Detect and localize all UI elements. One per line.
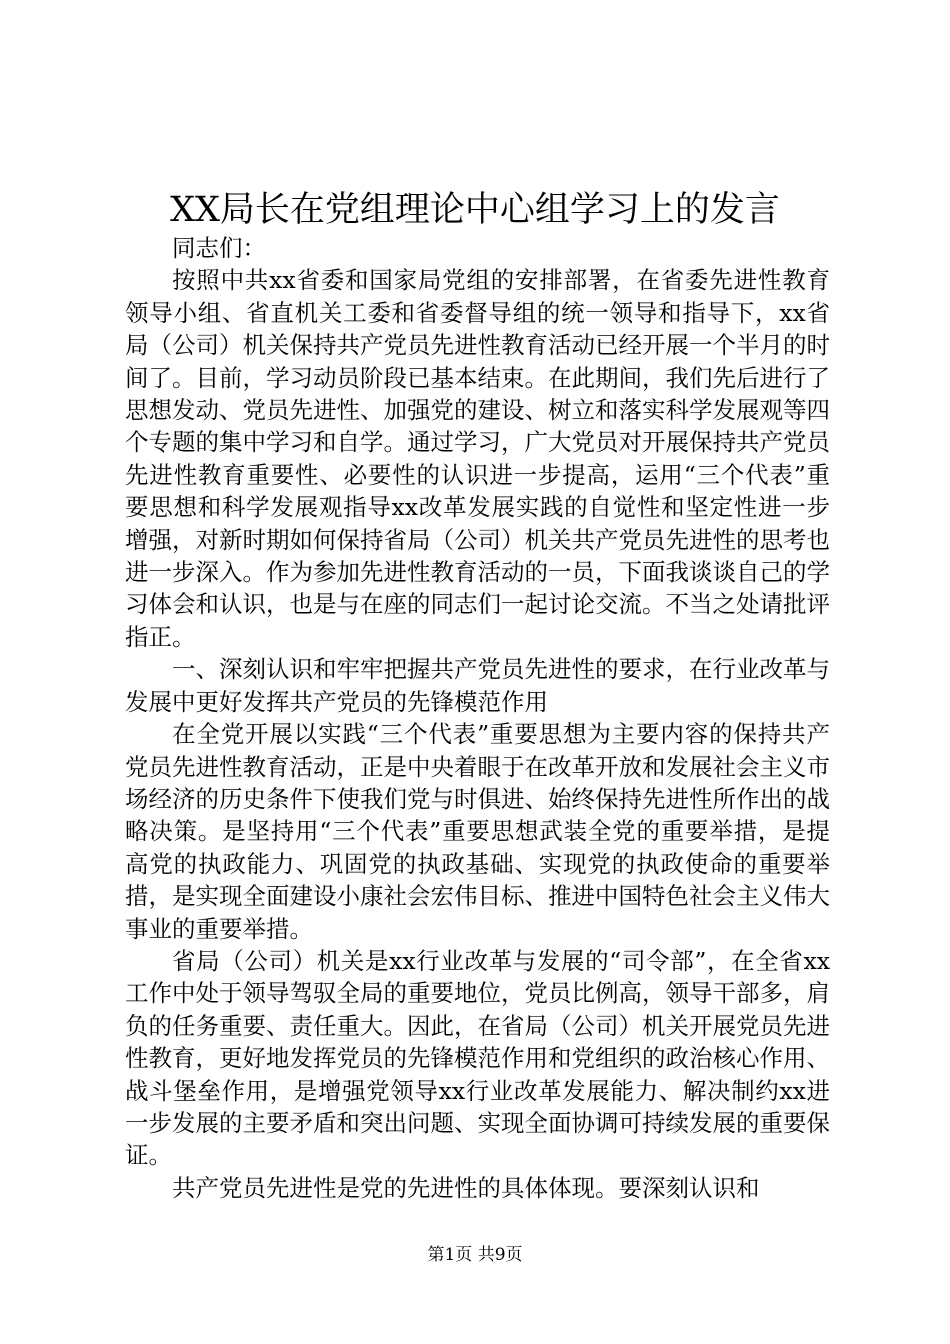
paragraph: 按照中共xx省委和国家局党组的安排部署，在省委先进性教育领导小组、省直机关工委和省委督导组的统一领导和指导下，xx省局（公司）机关保持共产党员先进性教育活动已经开展一个半月的时间了。目前，学习动员阶段已基本结束。在此期间，我们先后进行了思想发动、党员先进性、加强党的建设、树立和落实科学发展观等四个专题的集中学习和自学。通过学习，广大党员对开展保持共产党员先进性教育重要性、必要性的认识进一步提高，运用“三个代表”重要思想和科学发展观指导xx改革发展实践的自觉性和坚定性进一步增强，对新时期如何保持省局（公司）机关共产党员先进性的思考也进一步深入。作为参加先进性教育活动的一员，下面我谈谈自己的学习体会和认识，也是与在座的同志们一起讨论交流。不当之处请批评指正。 <box>125 266 830 651</box>
document-title: XX局长在党组理论中心组学习上的发言 <box>170 190 780 230</box>
paragraph: 共产党员先进性是党的先进性的具体体现。要深刻认识和 <box>172 1173 760 1202</box>
paragraph: 省局（公司）机关是xx行业改革与发展的“司令部”，在全省xx工作中处于领导驾驭全局的重要地位，党员比例高，领导干部多，肩负的任务重要、责任重大。因此，在省局（公司）机关开展党员先进性教育，更好地发挥党员的先锋模范作用和党组织的政治核心作用、战斗堡垒作用，是增强党领导xx行业改革发展能力、解决制约xx进一步发展的主要矛盾和突出问题、实现全面协调可持续发展的重要保证。 <box>125 946 830 1170</box>
salutation: 同志们： <box>172 234 266 262</box>
section-heading: 一、深刻认识和牢牢把握共产党员先进性的要求，在行业改革与发展中更好发挥共产党员的先锋模范作用 <box>125 655 830 716</box>
document-body <box>125 232 830 1204</box>
paragraph: 在全党开展以实践“三个代表”重要思想为主要内容的保持共产党员先进性教育活动，正是中央着眼于在改革开放和发展社会主义市场经济的历史条件下使我们党与时俱进、始终保持先进性所作出的战略决策。是坚持用“三个代表”重要思想武装全党的重要举措，是提高党的执政能力、巩固党的执政基础、实现党的执政使命的重要举措，是实现全面建设小康社会宏伟目标、推进中国特色社会主义伟大事业的重要举措。 <box>125 720 830 943</box>
page-number-footer: 第1页 共9页 <box>427 1245 523 1265</box>
